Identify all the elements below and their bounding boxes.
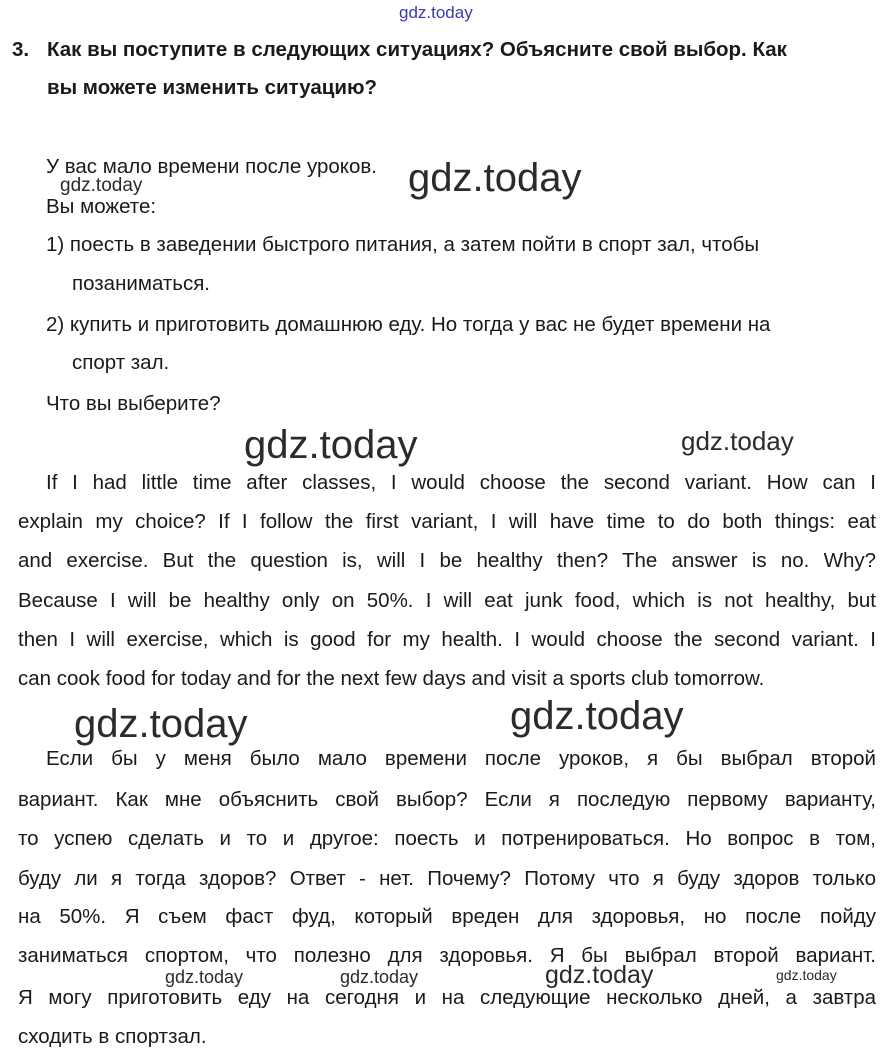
watermark: gdz.today	[244, 423, 418, 467]
russian-answer-line: вариант. Как мне объяснить свой выбор? Если я последую первому варианту,	[18, 788, 876, 811]
russian-answer-line: то успею сделать и то и другое: поесть и потренироваться. Но вопрос в том,	[18, 827, 876, 850]
russian-answer-line: Я могу приготовить еду на сегодня и на следующие несколько дней, а завтра	[18, 986, 876, 1009]
scenario-prompt: Что вы выберите?	[46, 392, 221, 415]
russian-answer-line: сходить в спортзал.	[18, 1025, 207, 1048]
watermark: gdz.today	[340, 967, 419, 987]
option-2-line-1: 2) купить и приготовить домашнюю еду. Но тогда у вас не будет времени на	[46, 313, 771, 336]
english-answer-line: and exercise. But the question is, will I be healthy then? The answer is no. Why?	[18, 549, 876, 572]
watermark: gdz.today	[408, 156, 582, 200]
watermark: gdz.today	[165, 967, 244, 987]
watermark-top: gdz.today	[399, 3, 473, 22]
option-2-line-2: спорт зал.	[72, 351, 170, 374]
watermark: gdz.today	[776, 967, 837, 983]
russian-answer-line: Если бы у меня было мало времени после уроков, я бы выбрал второй	[46, 747, 876, 770]
watermark: gdz.today	[545, 961, 654, 989]
english-answer-line: can cook food for today and for the next few days and visit a sports club tomorrow.	[18, 667, 765, 690]
scenario-intro: У вас мало времени после уроков.	[46, 155, 377, 178]
english-answer-line: If I had little time after classes, I would choose the second variant. How can I	[46, 471, 876, 494]
scenario-you-can: Вы можете:	[46, 195, 157, 218]
watermark: gdz.today	[74, 702, 248, 746]
watermark: gdz.today	[681, 426, 794, 456]
question-number: 3.	[12, 38, 30, 61]
option-1-line-1: 1) поесть в заведении быстрого питания, а затем пойти в спорт зал, чтобы	[46, 233, 760, 256]
english-answer-line: explain my choice? If I follow the first variant, I will have time to do both things: eat	[18, 510, 876, 533]
question-line-1: Как вы поступите в следующих ситуациях? Объясните свой выбор. Как	[47, 38, 787, 61]
watermark: gdz.today	[60, 175, 143, 196]
russian-answer-line: буду ли я тогда здоров? Ответ - нет. Почему? Потому что я буду здоров только	[18, 867, 876, 890]
russian-answer-line: заниматься спортом, что полезно для здоровья. Я бы выбрал второй вариант.	[18, 944, 876, 967]
english-answer-line: then I will exercise, which is good for my health. I would choose the second variant. I	[18, 628, 876, 651]
english-answer-line: Because I will be healthy only on 50%. I will eat junk food, which is not healthy, but	[18, 589, 876, 612]
question-line-2: вы можете изменить ситуацию?	[47, 76, 377, 99]
option-1-line-2: позаниматься.	[72, 272, 211, 295]
watermark: gdz.today	[510, 694, 684, 738]
russian-answer-line: на 50%. Я съем фаст фуд, который вреден для здоровья, но после пойду	[18, 905, 876, 928]
